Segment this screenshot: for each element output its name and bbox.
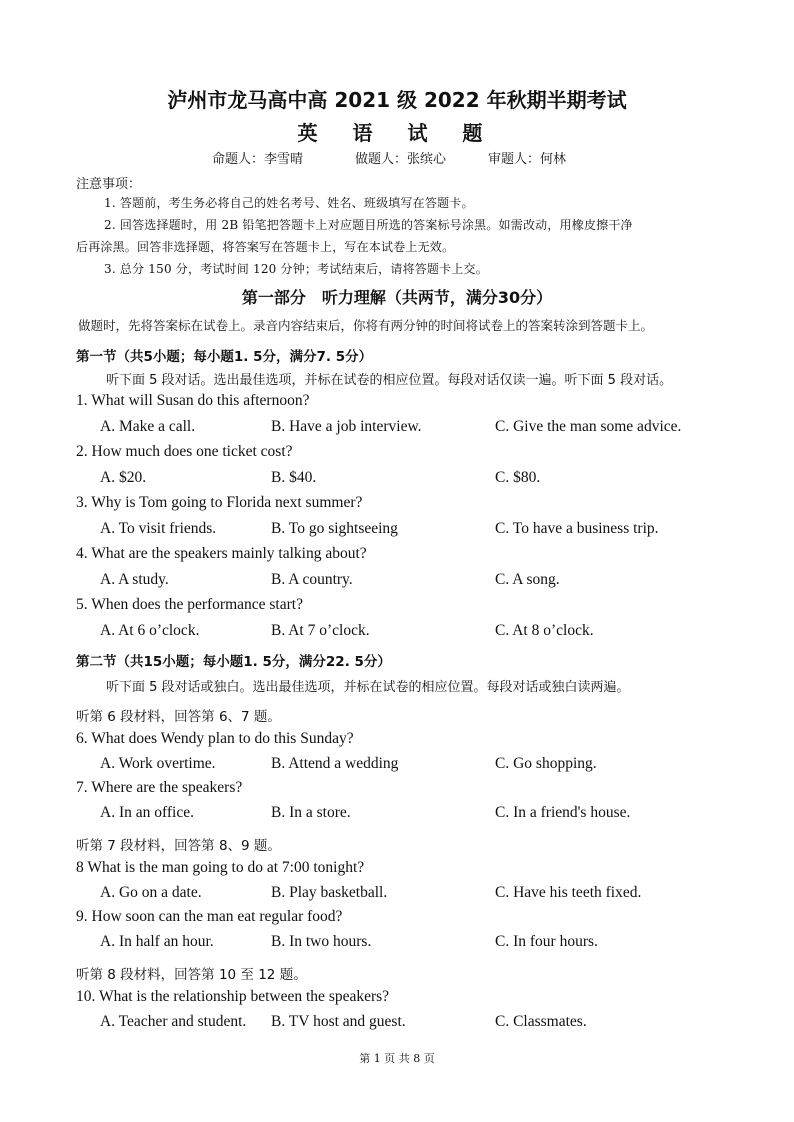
question-8: 8 What is the man going to do at 7:00 tonight?	[76, 859, 365, 876]
q10-option-b: B. TV host and guest.	[271, 1013, 406, 1030]
q7-option-b: B. In a store.	[271, 804, 351, 821]
q1-option-c: C. Give the man some advice.	[495, 418, 682, 435]
q9-option-b: B. In two hours.	[271, 933, 372, 950]
q9-option-c: C. In four hours.	[495, 933, 598, 950]
q7-option-c: C. In a friend's house.	[495, 804, 631, 821]
question-6: 6. What does Wendy plan to do this Sunday?	[76, 730, 354, 747]
section1-intro: 听下面 5 段对话。选出最佳选项，并标在试卷的相应位置。每段对话仅读一遍。听下面 5 段对话。	[106, 373, 673, 388]
q10-option-c: C. Classmates.	[495, 1013, 587, 1030]
question-3: 3. Why is Tom going to Florida next summer?	[76, 494, 363, 511]
author: 命题人：李雪晴	[212, 152, 304, 167]
note-item: 3. 总分 150 分，考试时间 120 分钟；考试结束后，请将答题卡上交。	[104, 262, 488, 276]
q2-option-a: A. $20.	[100, 469, 147, 486]
exam-title: 泸州市龙马高中高 2021 级 2022 年秋期半期考试	[167, 88, 627, 112]
material-8-label: 听第 8 段材料，回答第 10 至 12 题。	[76, 967, 307, 983]
q6-option-a: A. Work overtime.	[100, 755, 216, 772]
q7-option-a: A. In an office.	[100, 804, 194, 821]
q3-option-c: C. To have a business trip.	[495, 520, 659, 537]
q5-option-b: B. At 7 o’clock.	[271, 622, 370, 639]
section1-heading: 第一节（共5小题；每小题1. 5分，满分7. 5分）	[76, 349, 373, 365]
q5-option-a: A. At 6 o’clock.	[100, 622, 200, 639]
exam-subtitle: 英 语 试 题	[297, 121, 497, 145]
notes-heading: 注意事项：	[76, 177, 142, 192]
question-9: 9. How soon can the man eat regular food?	[76, 908, 343, 925]
q8-option-c: C. Have his teeth fixed.	[495, 884, 642, 901]
note-item: 后再涂黑。回答非选择题，将答案写在答题卡上，写在本试卷上无效。	[76, 240, 455, 254]
q8-option-b: B. Play basketball.	[271, 884, 388, 901]
page-number: 第 1 页 共 8 页	[359, 1052, 435, 1065]
q6-option-b: B. Attend a wedding	[271, 755, 399, 772]
section2-heading: 第二节（共15小题；每小题1. 5分，满分22. 5分）	[76, 654, 391, 670]
question-2: 2. How much does one ticket cost?	[76, 443, 293, 460]
note-item: 1. 答题前，考生务必将自己的姓名考号、姓名、班级填写在答题卡。	[104, 196, 474, 210]
q8-option-a: A. Go on a date.	[100, 884, 202, 901]
author-line	[212, 148, 566, 167]
q2-option-c: C. $80.	[495, 469, 541, 486]
question-1: 1. What will Susan do this afternoon?	[76, 392, 310, 409]
q4-option-b: B. A country.	[271, 571, 353, 588]
question-7: 7. Where are the speakers?	[76, 779, 243, 796]
q3-option-b: B. To go sightseeing	[271, 520, 398, 537]
q4-option-c: C. A song.	[495, 571, 560, 588]
question-4: 4. What are the speakers mainly talking about?	[76, 545, 367, 562]
part1-intro: 做题时，先将答案标在试卷上。录音内容结束后，你将有两分钟的时间将试卷上的答案转涂到答题卡上。	[78, 318, 654, 333]
q1-option-b: B. Have a job interview.	[271, 418, 422, 435]
part1-heading: 第一部分 听力理解（共两节，满分30分）	[241, 288, 553, 307]
material-7-label: 听第 7 段材料，回答第 8、9 题。	[76, 838, 281, 854]
note-item: 2. 回答选择题时，用 2B 铅笔把答题卡上对应题目所选的答案标号涂黑。如需改动，用橡皮擦干净	[104, 218, 633, 232]
q10-option-a: A. Teacher and student.	[100, 1013, 247, 1030]
q6-option-c: C. Go shopping.	[495, 755, 597, 772]
question-5: 5. When does the performance start?	[76, 596, 303, 613]
maker: 做题人：张缤心	[355, 152, 447, 167]
q4-option-a: A. A study.	[100, 571, 169, 588]
reviewer: 审题人：何林	[488, 152, 567, 167]
q1-option-a: A. Make a call.	[100, 418, 196, 435]
question-10: 10. What is the relationship between the speakers?	[76, 988, 390, 1005]
q3-option-a: A. To visit friends.	[100, 520, 217, 537]
q5-option-c: C. At 8 o’clock.	[495, 622, 594, 639]
material-6-label: 听第 6 段材料，回答第 6、7 题。	[76, 709, 281, 725]
q2-option-b: B. $40.	[271, 469, 317, 486]
section2-intro: 听下面 5 段对话或独白。选出最佳选项，并标在试卷的相应位置。每段对话或独白读两遍。	[106, 680, 630, 695]
q9-option-a: A. In half an hour.	[100, 933, 214, 950]
